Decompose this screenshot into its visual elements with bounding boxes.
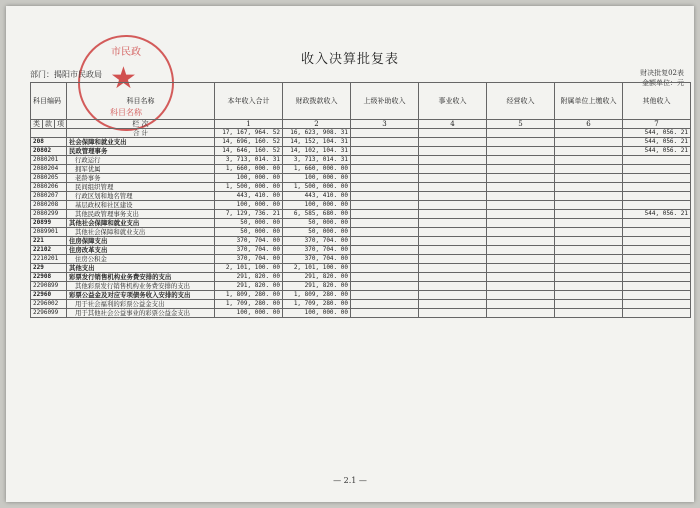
row-code: 2210201 bbox=[31, 255, 67, 264]
totals-fiscal: 16, 623, 908. 31 bbox=[283, 129, 351, 138]
table-row bbox=[31, 183, 691, 192]
row-fiscal: 291, 820. 00 bbox=[283, 282, 351, 291]
header-code: 科目编码 bbox=[31, 83, 67, 120]
column-number-row bbox=[31, 120, 691, 129]
page-number: — 2.1 — bbox=[333, 476, 367, 485]
form-code: 财决批复02表 bbox=[640, 69, 684, 77]
row-fiscal: 14, 102, 104. 31 bbox=[283, 147, 351, 156]
totals-label: 合 计 bbox=[67, 129, 215, 138]
row-name: 老龄事务 bbox=[67, 174, 215, 183]
row-code: 22960 bbox=[31, 291, 67, 300]
row-name: 其他民政管理事务支出 bbox=[67, 210, 215, 219]
row-total: 2, 101, 100. 00 bbox=[215, 264, 283, 273]
row-code: 20802 bbox=[31, 147, 67, 156]
row-fiscal: 370, 704. 00 bbox=[283, 237, 351, 246]
row-code: 2080299 bbox=[31, 210, 67, 219]
row-total: 3, 713, 014. 31 bbox=[215, 156, 283, 165]
row-name: 民政管理事务 bbox=[67, 147, 215, 156]
header-row bbox=[31, 83, 691, 120]
row-total: 50, 000. 00 bbox=[215, 228, 283, 237]
row-total: 7, 129, 736. 21 bbox=[215, 210, 283, 219]
row-total: 291, 820. 00 bbox=[215, 273, 283, 282]
row-other bbox=[623, 192, 691, 201]
row-code: 229 bbox=[31, 264, 67, 273]
row-name: 基层政权和社区建设 bbox=[67, 201, 215, 210]
table-row bbox=[31, 255, 691, 264]
row-name: 行政区划和地名管理 bbox=[67, 192, 215, 201]
table-row bbox=[31, 237, 691, 246]
row-name: 彩票公益金及对应专项债务收入安排的支出 bbox=[67, 291, 215, 300]
row-name: 社会保障和就业支出 bbox=[67, 138, 215, 147]
header-affiliated: 附属单位上缴收入 bbox=[555, 83, 623, 120]
row-fiscal: 1, 809, 280. 00 bbox=[283, 291, 351, 300]
table-row bbox=[31, 165, 691, 174]
row-code: 2080207 bbox=[31, 192, 67, 201]
seal-top-text: 市民政 bbox=[111, 47, 141, 58]
header-superior: 上级补助收入 bbox=[351, 83, 419, 120]
row-fiscal: 1, 660, 000. 00 bbox=[283, 165, 351, 174]
row-other bbox=[623, 273, 691, 282]
row-code: 20899 bbox=[31, 219, 67, 228]
table-row bbox=[31, 147, 691, 156]
row-total: 100, 000. 00 bbox=[215, 201, 283, 210]
row-name: 其他支出 bbox=[67, 264, 215, 273]
table-row bbox=[31, 309, 691, 318]
table-row bbox=[31, 201, 691, 210]
row-code: 2089901 bbox=[31, 228, 67, 237]
row-code: 2080206 bbox=[31, 183, 67, 192]
row-total: 14, 646, 160. 52 bbox=[215, 147, 283, 156]
totals-income: 17, 167, 964. 52 bbox=[215, 129, 283, 138]
row-fiscal: 370, 704. 00 bbox=[283, 246, 351, 255]
header-name: 科目名称 bbox=[67, 83, 215, 120]
header-other: 其他收入 bbox=[623, 83, 691, 120]
row-name: 行政运行 bbox=[67, 156, 215, 165]
row-total: 1, 809, 280. 00 bbox=[215, 291, 283, 300]
row-total: 14, 696, 160. 52 bbox=[215, 138, 283, 147]
page-title: 收入决算批复表 bbox=[300, 52, 399, 67]
row-name: 住房公积金 bbox=[67, 255, 215, 264]
row-name: 其他社会保障和就业支出 bbox=[67, 228, 215, 237]
row-other bbox=[623, 183, 691, 192]
row-total: 100, 000. 00 bbox=[215, 309, 283, 318]
row-other bbox=[623, 246, 691, 255]
row-code: 22908 bbox=[31, 273, 67, 282]
row-name: 住房改革支出 bbox=[67, 246, 215, 255]
row-code: 2080204 bbox=[31, 165, 67, 174]
row-total: 370, 704. 00 bbox=[215, 246, 283, 255]
header-fiscal: 财政拨款收入 bbox=[283, 83, 351, 120]
table-row bbox=[31, 291, 691, 300]
table-row bbox=[31, 264, 691, 273]
row-fiscal: 1, 500, 000. 00 bbox=[283, 183, 351, 192]
seal-bottom-text: 科目名称 bbox=[110, 108, 142, 117]
row-other bbox=[623, 237, 691, 246]
table-row bbox=[31, 246, 691, 255]
header-total-income: 本年收入合计 bbox=[215, 83, 283, 120]
star-icon: ★ bbox=[110, 61, 137, 96]
table-row bbox=[31, 138, 691, 147]
row-fiscal: 370, 704. 00 bbox=[283, 255, 351, 264]
table-row bbox=[31, 210, 691, 219]
table-row bbox=[31, 273, 691, 282]
col-number: 3 bbox=[351, 120, 419, 129]
row-total: 370, 704. 00 bbox=[215, 237, 283, 246]
row-total: 1, 500, 000. 00 bbox=[215, 183, 283, 192]
row-code: 2290899 bbox=[31, 282, 67, 291]
row-name: 用于其他社会公益事业的彩票公益金支出 bbox=[67, 309, 215, 318]
row-code: 2296099 bbox=[31, 309, 67, 318]
row-fiscal: 100, 000. 00 bbox=[283, 201, 351, 210]
row-fiscal: 2, 101, 100. 00 bbox=[283, 264, 351, 273]
col-number: 5 bbox=[487, 120, 555, 129]
row-total: 100, 000. 00 bbox=[215, 174, 283, 183]
header-business: 事业收入 bbox=[419, 83, 487, 120]
row-other bbox=[623, 264, 691, 273]
row-code: 2080208 bbox=[31, 201, 67, 210]
header-item: 款 bbox=[43, 120, 55, 129]
header-seq: 栏 次 bbox=[67, 120, 215, 129]
row-other: 544, 056. 21 bbox=[623, 147, 691, 156]
row-other: 544, 056. 21 bbox=[623, 138, 691, 147]
row-code: 2080205 bbox=[31, 174, 67, 183]
table-row bbox=[31, 192, 691, 201]
row-total: 1, 709, 280. 00 bbox=[215, 300, 283, 309]
row-other bbox=[623, 165, 691, 174]
col-number: 7 bbox=[623, 120, 691, 129]
row-fiscal: 100, 000. 00 bbox=[283, 309, 351, 318]
table-row bbox=[31, 156, 691, 165]
row-fiscal: 291, 820. 00 bbox=[283, 273, 351, 282]
row-fiscal: 443, 410. 00 bbox=[283, 192, 351, 201]
row-name: 拥军优属 bbox=[67, 165, 215, 174]
col-number: 1 bbox=[215, 120, 283, 129]
totals-other: 544, 056. 21 bbox=[623, 129, 691, 138]
totals-row bbox=[31, 129, 691, 138]
row-name: 住房保障支出 bbox=[67, 237, 215, 246]
row-other bbox=[623, 255, 691, 264]
row-other bbox=[623, 201, 691, 210]
row-name: 其他彩票发行销售机构业务费安排的支出 bbox=[67, 282, 215, 291]
table-row bbox=[31, 219, 691, 228]
row-other bbox=[623, 282, 691, 291]
row-other bbox=[623, 219, 691, 228]
row-total: 291, 820. 00 bbox=[215, 282, 283, 291]
header-operating: 经营收入 bbox=[487, 83, 555, 120]
row-fiscal: 14, 152, 104. 31 bbox=[283, 138, 351, 147]
row-other bbox=[623, 300, 691, 309]
row-fiscal: 100, 000. 00 bbox=[283, 174, 351, 183]
unit-label: 金额单位：元 bbox=[642, 79, 684, 87]
header-sub: 项 bbox=[55, 120, 67, 129]
row-name: 彩票发行销售机构业务费安排的支出 bbox=[67, 273, 215, 282]
row-name: 民间组织管理 bbox=[67, 183, 215, 192]
row-name: 用于社会福利的彩票公益金支出 bbox=[67, 300, 215, 309]
row-name: 其他社会保障和就业支出 bbox=[67, 219, 215, 228]
row-other bbox=[623, 174, 691, 183]
row-code: 22102 bbox=[31, 246, 67, 255]
row-other bbox=[623, 291, 691, 300]
department-label: 部门：揭阳市民政局 bbox=[30, 70, 102, 79]
row-other bbox=[623, 228, 691, 237]
row-other bbox=[623, 156, 691, 165]
row-total: 443, 410. 00 bbox=[215, 192, 283, 201]
col-number: 6 bbox=[555, 120, 623, 129]
row-fiscal: 50, 000. 00 bbox=[283, 228, 351, 237]
row-fiscal: 6, 585, 680. 00 bbox=[283, 210, 351, 219]
row-other: 544, 056. 21 bbox=[623, 210, 691, 219]
table-row bbox=[31, 174, 691, 183]
row-total: 1, 660, 000. 00 bbox=[215, 165, 283, 174]
row-code: 2296002 bbox=[31, 300, 67, 309]
row-other bbox=[623, 309, 691, 318]
row-code: 221 bbox=[31, 237, 67, 246]
row-fiscal: 3, 713, 014. 31 bbox=[283, 156, 351, 165]
col-number: 4 bbox=[419, 120, 487, 129]
row-fiscal: 50, 000. 00 bbox=[283, 219, 351, 228]
income-table bbox=[30, 82, 691, 318]
row-total: 370, 704. 00 bbox=[215, 255, 283, 264]
row-total: 50, 000. 00 bbox=[215, 219, 283, 228]
table-row bbox=[31, 282, 691, 291]
col-number: 2 bbox=[283, 120, 351, 129]
row-code: 2080201 bbox=[31, 156, 67, 165]
row-fiscal: 1, 709, 280. 00 bbox=[283, 300, 351, 309]
table-row bbox=[31, 228, 691, 237]
table-row bbox=[31, 300, 691, 309]
header-class: 类 bbox=[31, 120, 43, 129]
row-code: 208 bbox=[31, 138, 67, 147]
